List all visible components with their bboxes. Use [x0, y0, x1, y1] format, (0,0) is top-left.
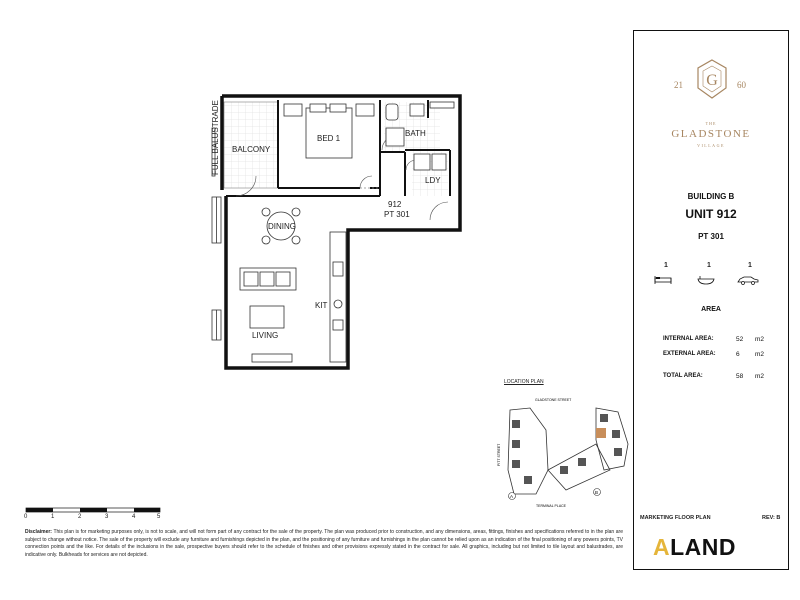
sofa-furniture — [240, 268, 296, 290]
street-left: PITT STREET — [497, 443, 501, 466]
label-bed: BED 1 — [317, 134, 341, 143]
internal-area-unit: m2 — [755, 336, 765, 343]
internal-area-value: 52 — [736, 336, 744, 343]
disclaimer-label: Disclaimer: — [25, 529, 52, 535]
scale-2: 2 — [78, 514, 82, 520]
pt-label: PT 301 — [698, 232, 724, 241]
scale-3: 3 — [105, 514, 109, 520]
kitchen-bench — [330, 232, 346, 362]
building-label: BUILDING B — [687, 192, 735, 201]
brand-num-right: 60 — [737, 80, 746, 90]
external-area-value: 6 — [736, 351, 740, 358]
location-plan — [497, 388, 628, 508]
disclaimer-text: This plan is for marketing purposes only, is not to scale, and will not form part of any contract for the sale of the property. The plan was produced prior to construction, and any dimensions, areas, fittings, finishes and specifications referred to in the plan are subject to change without notice. The sale of the property will exclude any furniture and furnishings depicted in the plan, and the positioning of any furniture and furnishings in the plan cannot be relied upon as an indication of the final positioning of any powers points, TV connection points and the like. For details of the inclusions in the sale, prospective buyers should refer to the schedule of finishes and other provisions expressly stated in the contract for sale. All graphics, including but not limited to tile layout and balustrades, are indicative only. Bulkheads for services are not depicted. — [25, 529, 623, 559]
scale-0: 0 — [24, 514, 28, 520]
label-balustrade: FULL BALUSTRADE — [211, 100, 220, 175]
car-count: 1 — [748, 262, 752, 269]
svg-text:G: G — [706, 72, 718, 89]
total-area-unit: m2 — [755, 373, 765, 380]
brand-num-left: 21 — [674, 80, 683, 90]
label-bath: BATH — [405, 129, 426, 138]
disclaimer — [25, 529, 623, 560]
street-bottom: TERMINAL PLACE — [536, 504, 567, 508]
car-icon — [737, 275, 759, 285]
brand-name: GLADSTONE — [671, 128, 751, 140]
location-plan-title: LOCATION PLAN — [504, 379, 544, 385]
marketing-floor-plan-label: MARKETING FLOOR PLAN — [640, 515, 711, 521]
scale-1: 1 — [51, 514, 55, 520]
brand-the: THE — [705, 121, 717, 126]
brand-sub: VILLAGE — [697, 143, 725, 148]
internal-area-label: INTERNAL AREA: — [663, 336, 714, 342]
label-dining: DINING — [268, 222, 296, 231]
scale-bar — [26, 508, 160, 512]
laundry-fixtures — [414, 154, 446, 170]
aland-logo-text: ALAND — [653, 534, 737, 560]
street-top: GLADSTONE STREET — [535, 398, 572, 402]
bedroom-count: 1 — [664, 262, 668, 269]
unit-label: UNIT 912 — [685, 207, 737, 221]
label-unit-pt: PT 301 — [384, 210, 410, 219]
label-kit: KIT — [315, 301, 328, 310]
unit-location-highlight — [596, 428, 606, 438]
bathroom-count: 1 — [707, 262, 711, 269]
bed-icon — [654, 275, 672, 285]
aland-logo — [653, 534, 736, 561]
external-area-label: EXTERNAL AREA: — [663, 351, 716, 357]
total-area-label: TOTAL AREA: — [663, 373, 703, 379]
scale-5: 5 — [157, 514, 161, 520]
revision-label: REV: B — [762, 515, 781, 521]
info-panel — [633, 30, 789, 570]
label-unit-number: 912 — [388, 200, 402, 209]
bath-icon — [697, 275, 715, 285]
external-area-unit: m2 — [755, 351, 765, 358]
bed-furniture — [284, 104, 374, 158]
label-ldy: LDY — [425, 176, 441, 185]
area-heading: AREA — [701, 306, 721, 313]
label-living: LIVING — [252, 331, 279, 340]
label-balcony: BALCONY — [232, 145, 271, 154]
marker-b: B — [595, 490, 599, 495]
scale-4: 4 — [132, 514, 136, 520]
marker-a: A — [510, 494, 514, 499]
total-area-value: 58 — [736, 373, 744, 380]
gladstone-logo-icon — [694, 58, 730, 100]
